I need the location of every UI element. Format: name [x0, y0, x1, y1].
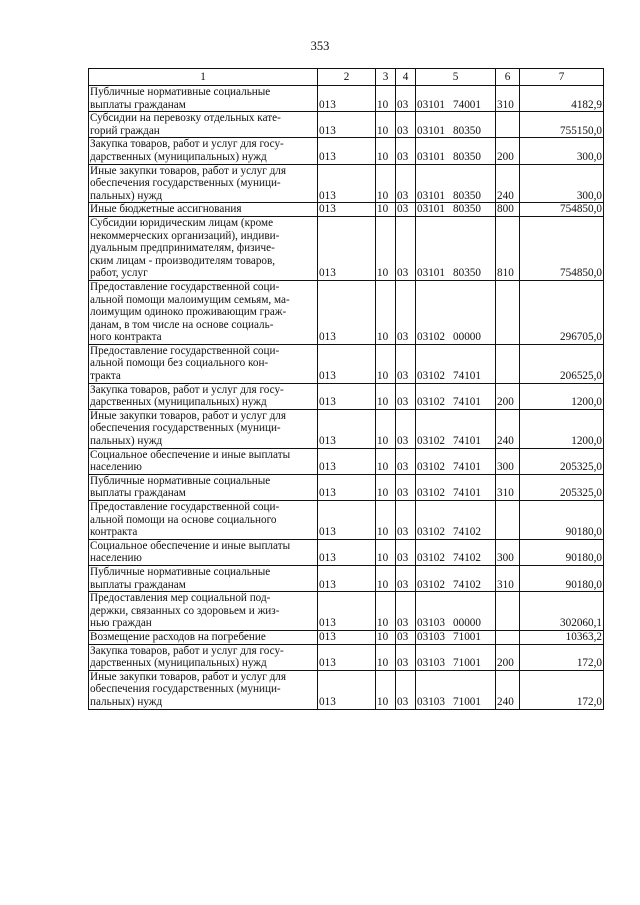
- table-row: [89, 280, 604, 344]
- target-article-direction: 80350: [453, 267, 481, 280]
- target-article-program: 03102: [417, 487, 445, 500]
- expense-name-line: выплаты гражданам: [90, 98, 186, 111]
- target-article-program: 03102: [417, 578, 445, 591]
- amount-cell: 205325,0: [520, 448, 604, 474]
- header-cell: 4: [396, 69, 416, 86]
- amount-cell: 4182,9: [520, 86, 604, 112]
- expense-name-line: пальных) нужд: [90, 695, 163, 708]
- expense-name-line: пальных) нужд: [90, 189, 163, 202]
- expense-name-line: Публичные нормативные социальные: [90, 474, 271, 487]
- subsection-code-cell: 03: [396, 280, 416, 344]
- expense-name-line: Предоставление государственной соци-: [90, 344, 280, 357]
- table-row: [89, 670, 604, 709]
- expense-name-line: работ, услуг: [90, 267, 148, 280]
- expense-name-cell: [89, 86, 318, 112]
- target-article-cell: [416, 86, 496, 112]
- expense-name-line: ским лицам - производителям товаров,: [90, 254, 276, 267]
- header-cell: 2: [318, 69, 376, 86]
- target-article-direction: 74102: [453, 578, 481, 591]
- ministry-code-cell: 013: [318, 383, 376, 409]
- expense-name-line: Иные закупки товаров, работ и услуг для: [90, 670, 287, 683]
- expense-type-cell: 310: [496, 565, 520, 591]
- amount-cell: 296705,0: [520, 280, 604, 344]
- subsection-code-cell: 03: [396, 203, 416, 217]
- expense-name-cell: [89, 644, 318, 670]
- expense-name-line: Закупка товаров, работ и услуг для госу-: [90, 644, 284, 657]
- expense-name-cell: [89, 112, 318, 138]
- table-row: [89, 138, 604, 164]
- target-article-cell: [416, 138, 496, 164]
- expense-name-cell: [89, 280, 318, 344]
- expense-name-line: Публичные нормативные социальные: [90, 565, 271, 578]
- target-article-direction: 74101: [453, 396, 481, 409]
- subsection-code-cell: 03: [396, 592, 416, 631]
- target-article-direction: 74102: [453, 526, 481, 539]
- ministry-code-cell: 013: [318, 565, 376, 591]
- amount-cell: 10363,2: [520, 630, 604, 644]
- section-code-cell: 10: [376, 592, 396, 631]
- subsection-code-cell: 03: [396, 344, 416, 383]
- amount-cell: 90180,0: [520, 501, 604, 540]
- subsection-code-cell: 03: [396, 670, 416, 709]
- target-article-program: 03102: [417, 526, 445, 539]
- expense-name-cell: [89, 474, 318, 500]
- target-article-program: 03102: [417, 552, 445, 565]
- target-article-cell: [416, 383, 496, 409]
- ministry-code-cell: 013: [318, 344, 376, 383]
- expense-type-cell: 240: [496, 164, 520, 203]
- table-row: [89, 539, 604, 565]
- expense-name-line: лоимущим одиноко проживающим граж-: [90, 306, 287, 319]
- target-article-program: 03103: [417, 617, 445, 630]
- target-article-cell: [416, 670, 496, 709]
- table-row: [89, 644, 604, 670]
- expense-name-line: дарственных (муниципальных) нужд: [90, 150, 267, 163]
- expense-name-cell: [89, 138, 318, 164]
- expense-name-line: Субсидии юридическим лицам (кроме: [90, 216, 274, 229]
- section-code-cell: 10: [376, 630, 396, 644]
- expense-name-line: обеспечения государственных (муници-: [90, 422, 281, 435]
- expense-type-cell: 310: [496, 86, 520, 112]
- target-article-program: 03102: [417, 461, 445, 474]
- target-article-direction: 80350: [453, 189, 481, 202]
- section-code-cell: 10: [376, 448, 396, 474]
- expense-name-line: Предоставление государственной соци-: [90, 501, 280, 513]
- expense-type-cell: 200: [496, 383, 520, 409]
- subsection-code-cell: 03: [396, 539, 416, 565]
- target-article-cell: [416, 164, 496, 203]
- expense-name-line: альной помощи малоимущим семьям, ма-: [90, 293, 290, 306]
- target-article-direction: 74101: [453, 461, 481, 474]
- section-code-cell: 10: [376, 409, 396, 448]
- expense-type-cell: [496, 280, 520, 344]
- expense-name-line: альной помощи на основе социального: [90, 513, 277, 526]
- subsection-code-cell: 03: [396, 644, 416, 670]
- target-article-direction: 00000: [453, 617, 481, 630]
- expense-name-cell: [89, 670, 318, 709]
- ministry-code-cell: 013: [318, 280, 376, 344]
- target-article-program: 03101: [417, 203, 445, 216]
- expense-name-line: населению: [90, 461, 142, 474]
- amount-cell: 90180,0: [520, 565, 604, 591]
- ministry-code-cell: 013: [318, 592, 376, 631]
- expense-name-line: дарственных (муниципальных) нужд: [90, 657, 267, 670]
- target-article-cell: [416, 203, 496, 217]
- section-code-cell: 10: [376, 383, 396, 409]
- expense-name-line: альной помощи без социального кон-: [90, 357, 269, 370]
- section-code-cell: 10: [376, 539, 396, 565]
- subsection-code-cell: 03: [396, 409, 416, 448]
- target-article-cell: [416, 501, 496, 540]
- subsection-code-cell: 03: [396, 448, 416, 474]
- expense-name-line: Публичные нормативные социальные: [90, 86, 271, 98]
- expense-name-line: Иные закупки товаров, работ и услуг для: [90, 409, 287, 422]
- target-article-program: 03101: [417, 150, 445, 163]
- ministry-code-cell: 013: [318, 86, 376, 112]
- expense-name-line: горий граждан: [90, 124, 160, 137]
- expense-name-line: Иные закупки товаров, работ и услуг для: [90, 164, 287, 177]
- table-row: [89, 501, 604, 540]
- target-article-direction: 80350: [453, 150, 481, 163]
- target-article-cell: [416, 565, 496, 591]
- section-code-cell: 10: [376, 565, 396, 591]
- expense-name-line: дуальным предпринимателям, физиче-: [90, 242, 275, 255]
- target-article-program: 03101: [417, 267, 445, 280]
- ministry-code-cell: 013: [318, 630, 376, 644]
- target-article-program: 03102: [417, 396, 445, 409]
- section-code-cell: 10: [376, 644, 396, 670]
- expense-type-cell: 240: [496, 409, 520, 448]
- amount-cell: 90180,0: [520, 539, 604, 565]
- expense-type-cell: 300: [496, 539, 520, 565]
- expense-type-cell: 310: [496, 474, 520, 500]
- amount-cell: 172,0: [520, 670, 604, 709]
- table-row: [89, 112, 604, 138]
- section-code-cell: 10: [376, 203, 396, 217]
- expense-name-cell: [89, 344, 318, 383]
- target-article-direction: 74102: [453, 552, 481, 565]
- table-row: [89, 630, 604, 644]
- section-code-cell: 10: [376, 474, 396, 500]
- amount-cell: 1200,0: [520, 383, 604, 409]
- target-article-cell: [416, 592, 496, 631]
- target-article-direction: 71001: [453, 695, 481, 708]
- amount-cell: 754850,0: [520, 203, 604, 217]
- subsection-code-cell: 03: [396, 630, 416, 644]
- expense-name-cell: [89, 565, 318, 591]
- table-row: [89, 203, 604, 217]
- expense-name-line: некоммерческих организаций), индиви-: [90, 229, 280, 242]
- expense-name-line: Предоставления мер социальной под-: [90, 592, 271, 605]
- expense-name-cell: [89, 164, 318, 203]
- table-row: [89, 164, 604, 203]
- ministry-code-cell: 013: [318, 539, 376, 565]
- subsection-code-cell: 03: [396, 138, 416, 164]
- expense-name-cell: [89, 216, 318, 280]
- amount-cell: 300,0: [520, 138, 604, 164]
- section-code-cell: 10: [376, 112, 396, 138]
- expense-name-cell: [89, 630, 318, 644]
- amount-cell: 205325,0: [520, 474, 604, 500]
- ministry-code-cell: 013: [318, 409, 376, 448]
- section-code-cell: 10: [376, 216, 396, 280]
- ministry-code-cell: 013: [318, 216, 376, 280]
- section-code-cell: 10: [376, 670, 396, 709]
- table-row: [89, 409, 604, 448]
- ministry-code-cell: 013: [318, 644, 376, 670]
- expense-name-cell: [89, 592, 318, 631]
- target-article-cell: [416, 539, 496, 565]
- expense-name-cell: [89, 203, 318, 217]
- expense-name-line: Социальное обеспечение и иные выплаты: [90, 539, 291, 552]
- expense-name-cell: [89, 409, 318, 448]
- ministry-code-cell: 013: [318, 203, 376, 217]
- target-article-cell: [416, 216, 496, 280]
- expense-type-cell: 810: [496, 216, 520, 280]
- expense-name-line: Предоставление государственной соци-: [90, 280, 280, 293]
- expense-name-line: Возмещение расходов на погребение: [90, 630, 266, 643]
- expense-type-cell: 200: [496, 138, 520, 164]
- ministry-code-cell: 013: [318, 474, 376, 500]
- expense-name-line: ного контракта: [90, 331, 162, 344]
- ministry-code-cell: 013: [318, 138, 376, 164]
- expense-name-line: Иные бюджетные ассигнования: [90, 203, 242, 216]
- expense-name-line: Социальное обеспечение и иные выплаты: [90, 448, 291, 461]
- subsection-code-cell: 03: [396, 112, 416, 138]
- amount-cell: 1200,0: [520, 409, 604, 448]
- amount-cell: 300,0: [520, 164, 604, 203]
- target-article-direction: 80350: [453, 124, 481, 137]
- target-article-program: 03101: [417, 124, 445, 137]
- expense-name-line: обеспечения государственных (муници-: [90, 177, 281, 190]
- ministry-code-cell: 013: [318, 670, 376, 709]
- expense-name-line: держки, связанных со здоровьем и жиз-: [90, 604, 280, 617]
- target-article-cell: [416, 280, 496, 344]
- subsection-code-cell: 03: [396, 86, 416, 112]
- section-code-cell: 10: [376, 344, 396, 383]
- expense-name-line: дарственных (муниципальных) нужд: [90, 396, 267, 409]
- target-article-cell: [416, 644, 496, 670]
- expense-type-cell: 300: [496, 448, 520, 474]
- expense-name-line: выплаты гражданам: [90, 578, 186, 591]
- table-row: [89, 474, 604, 500]
- expense-name-line: тракта: [90, 370, 121, 383]
- expense-name-line: пальных) нужд: [90, 435, 163, 448]
- table-row: [89, 448, 604, 474]
- expense-name-line: данам, в том числе на основе социаль-: [90, 318, 274, 331]
- target-article-direction: 74101: [453, 435, 481, 448]
- expense-name-line: контракта: [90, 526, 138, 539]
- target-article-program: 03102: [417, 331, 445, 344]
- expense-name-line: выплаты гражданам: [90, 487, 186, 500]
- expense-name-line: обеспечения государственных (муници-: [90, 683, 281, 696]
- table-row: [89, 592, 604, 631]
- header-cell: 5: [416, 69, 496, 86]
- expense-type-cell: 240: [496, 670, 520, 709]
- table-row: [89, 383, 604, 409]
- target-article-direction: 00000: [453, 331, 481, 344]
- expense-type-cell: [496, 501, 520, 540]
- amount-cell: 302060,1: [520, 592, 604, 631]
- expense-name-line: Субсидии на перевозку отдельных кате-: [90, 112, 281, 125]
- table-body: [89, 69, 604, 710]
- header-cell: 6: [496, 69, 520, 86]
- expense-name-line: Закупка товаров, работ и услуг для госу-: [90, 383, 284, 396]
- table-row: [89, 216, 604, 280]
- expense-name-line: населению: [90, 552, 142, 565]
- amount-cell: 206525,0: [520, 344, 604, 383]
- target-article-cell: [416, 112, 496, 138]
- expense-name-cell: [89, 448, 318, 474]
- expense-name-cell: [89, 539, 318, 565]
- amount-cell: 755150,0: [520, 112, 604, 138]
- section-code-cell: 10: [376, 501, 396, 540]
- subsection-code-cell: 03: [396, 474, 416, 500]
- target-article-direction: 71001: [453, 630, 481, 643]
- expense-name-cell: [89, 501, 318, 540]
- ministry-code-cell: 013: [318, 448, 376, 474]
- section-code-cell: 10: [376, 164, 396, 203]
- subsection-code-cell: 03: [396, 383, 416, 409]
- header-cell: 1: [89, 69, 318, 86]
- subsection-code-cell: 03: [396, 501, 416, 540]
- target-article-program: 03101: [417, 189, 445, 202]
- table-row: [89, 565, 604, 591]
- target-article-cell: [416, 409, 496, 448]
- expense-name-cell: [89, 383, 318, 409]
- table-header-row: [89, 69, 604, 86]
- target-article-program: 03101: [417, 98, 445, 111]
- expense-type-cell: 800: [496, 203, 520, 217]
- expense-type-cell: [496, 344, 520, 383]
- budget-table: [88, 68, 604, 710]
- target-article-cell: [416, 344, 496, 383]
- table-row: [89, 86, 604, 112]
- header-cell: 7: [520, 69, 604, 86]
- target-article-program: 03103: [417, 695, 445, 708]
- target-article-direction: 74101: [453, 370, 481, 383]
- expense-type-cell: 200: [496, 644, 520, 670]
- amount-cell: 754850,0: [520, 216, 604, 280]
- expense-name-line: нью граждан: [90, 617, 152, 630]
- target-article-direction: 74001: [453, 98, 481, 111]
- subsection-code-cell: 03: [396, 565, 416, 591]
- target-article-direction: 71001: [453, 657, 481, 670]
- amount-cell: 172,0: [520, 644, 604, 670]
- target-article-program: 03103: [417, 657, 445, 670]
- target-article-direction: 74101: [453, 487, 481, 500]
- section-code-cell: 10: [376, 138, 396, 164]
- header-cell: 3: [376, 69, 396, 86]
- expense-type-cell: [496, 592, 520, 631]
- subsection-code-cell: 03: [396, 164, 416, 203]
- target-article-direction: 80350: [453, 203, 481, 216]
- target-article-program: 03103: [417, 630, 445, 643]
- target-article-cell: [416, 630, 496, 644]
- section-code-cell: 10: [376, 280, 396, 344]
- ministry-code-cell: 013: [318, 112, 376, 138]
- ministry-code-cell: 013: [318, 164, 376, 203]
- expense-type-cell: [496, 112, 520, 138]
- expense-type-cell: [496, 630, 520, 644]
- target-article-cell: [416, 448, 496, 474]
- target-article-program: 03102: [417, 370, 445, 383]
- page-number: 353: [310, 39, 330, 53]
- ministry-code-cell: 013: [318, 501, 376, 540]
- subsection-code-cell: 03: [396, 216, 416, 280]
- table-row: [89, 344, 604, 383]
- target-article-program: 03102: [417, 435, 445, 448]
- target-article-cell: [416, 474, 496, 500]
- section-code-cell: 10: [376, 86, 396, 112]
- expense-name-line: Закупка товаров, работ и услуг для госу-: [90, 138, 284, 151]
